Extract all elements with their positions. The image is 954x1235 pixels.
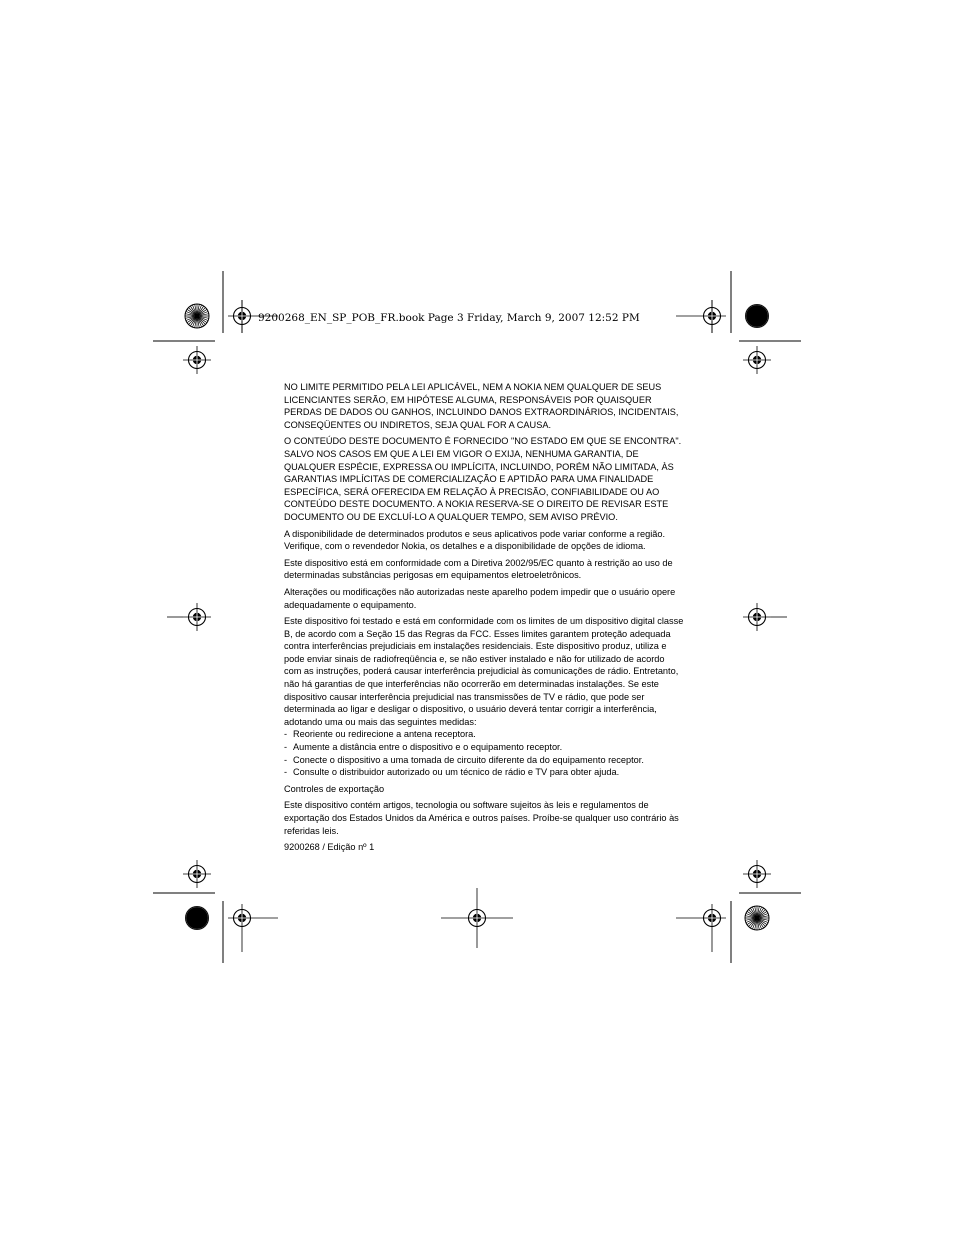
registration-mark-bottom-center — [463, 904, 491, 932]
liability-paragraph: NO LIMITE PERMITIDO PELA LEI APLICÁVEL, NEM A NOKIA NEM QUALQUER DE SEUS LICENCIANTES SERÃO, EM HIPÓTESE ALGUMA, RESPONSÁVEIS POR QUAISQUER PERDAS DE DADOS OU GANHOS, INCLUINDO DANOS EXTRAORDINÁRIOS, INCIDENTAIS, CONSEQÜENTES OU INDIRETOS, SEJA QUAL FOR A CAUSA. — [284, 382, 679, 430]
rohs-paragraph: Este dispositivo está em conformidade com a Diretiva 2002/95/EC quanto à restrição ao uso de determinadas substâncias perigosas em equipamentos eletroeletrônicos. — [284, 557, 673, 581]
modifications-paragraph: Alterações ou modificações não autorizadas neste aparelho podem impedir que o usuário opere adequadamente o equipamento. — [284, 586, 676, 610]
registration-mark-upper-left — [183, 346, 211, 374]
book-file-header: 9200268_EN_SP_POB_FR.book Page 3 Friday, March 9, 2007 12:52 PM — [258, 312, 640, 324]
availability-paragraph: A disponibilidade de determinados produtos e seus aplicativos pode variar conforme a região. Verifique, com o revendedor Nokia, os detalhes e a disponibilidade de opções de idioma. — [284, 528, 666, 552]
registration-mark-top-right — [698, 302, 726, 330]
solid-mark-top-right — [745, 304, 769, 328]
list-item: - Consulte o distribuidor autorizado ou um técnico de rádio e TV para obter ajuda. — [284, 766, 684, 779]
list-item: - Conecte o dispositivo a uma tomada de circuito diferente da do equipamento receptor. — [284, 754, 684, 767]
export-controls-text: Este dispositivo contém artigos, tecnologia ou software sujeitos às leis e regulamentos de exportação dos Estados Unidos da América e outros países. Proíbe-se qualquer uso contrário às referidas leis. — [284, 800, 679, 836]
warranty-paragraph: O CONTEÚDO DESTE DOCUMENTO É FORNECIDO "NO ESTADO EM QUE SE ENCONTRA". SALVO NOS CASOS EM QUE A LEI EM VIGOR O EXIJA, NENHUMA GARANTIA, DE QUALQUER ESPÉCIE, EXPRESSA OU IMPLÍCITA, INCLUINDO, PORÉM NÃO LIMITADA, ÀS GARANTIAS IMPLÍCITAS DE COMERCIALIZAÇÃO E APTIDÃO PARA UMA FINALIDADE ESPECÍFICA, SERÁ OFERECIDA EM RELAÇÃO À PRECISÃO, CONFIABILIDADE OU AO CONTEÚDO DESTE DOCUMENTO. A NOKIA RESERVA-SE O DIREITO DE REVISAR ESTE DOCUMENTO OU DE EXCLUÍ-LO A QUALQUER TEMPO, SEM AVISO PRÉVIO. — [284, 436, 682, 522]
list-item: - Reoriente ou redirecione a antena receptora. — [284, 728, 684, 741]
starburst-mark-bottom-right — [745, 906, 769, 930]
export-controls-title: Controles de exportação — [284, 783, 385, 794]
registration-mark-mid-right — [743, 603, 771, 631]
registration-mark-mid-left — [183, 603, 211, 631]
solid-mark-bottom-left — [185, 906, 209, 930]
registration-mark-top-left — [228, 302, 256, 330]
document-body — [284, 381, 684, 858]
starburst-mark-top-left — [185, 304, 209, 328]
registration-mark-upper-right — [743, 346, 771, 374]
edition-number: 9200268 / Edição nº 1 — [284, 842, 375, 853]
registration-mark-lower-right — [743, 860, 771, 888]
fcc-measures-list — [284, 728, 684, 778]
registration-mark-bottom-right — [698, 904, 726, 932]
fcc-paragraph: Este dispositivo foi testado e está em conformidade com os limites de um dispositivo digital classe B, de acordo com a Seção 15 das Regras da FCC. Esses limites garantem proteção adequada contra interferências prejudiciais em instalações residenciais. Este dispositivo produz, utiliza e pode enviar sinais de radiofreqüência e, se não estiver instalado e não for utilizado de acordo com as instruções, poderá causar interferência prejudicial às comunicações de rádio. Entretanto, não há garantias de que interferências não ocorrerão em determinadas instalações. Se este dispositivo causar interferência prejudicial nas transmissões de TV e rádio, que pode ser determinada ao ligar e desligar o dispositivo, o usuário deverá tentar corrigir a interferência, adotando uma ou mais das seguintes medidas: — [284, 616, 684, 727]
registration-mark-bottom-left — [228, 904, 256, 932]
registration-mark-lower-left — [183, 860, 211, 888]
list-item: - Aumente a distância entre o dispositivo e o equipamento receptor. — [284, 741, 684, 754]
